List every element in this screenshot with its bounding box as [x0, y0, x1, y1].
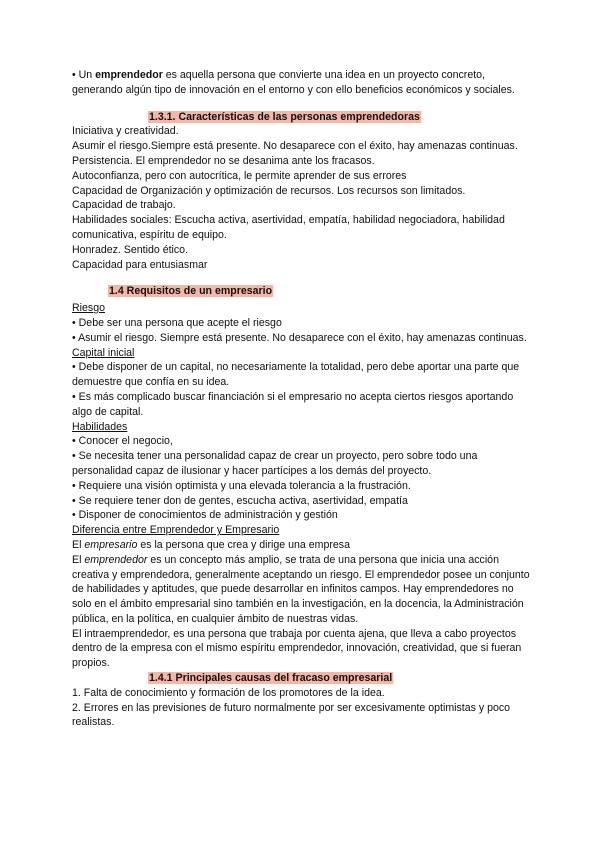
- list-item: Capacidad de trabajo.: [72, 199, 176, 212]
- list-item: Honradez. Sentido ético.: [72, 243, 189, 256]
- list-item: Asumir el riesgo.Siempre está presente. No desaparece con el éxito, hay amenazas continuas.: [72, 140, 518, 153]
- list-item: Autoconfianza, pero con autocrítica, le permite aprender de sus errores: [72, 169, 407, 182]
- paragraph-emprendedor: [72, 553, 532, 627]
- list-item: • Debe disponer de un capital, no necesariamente la totalidad, pero debe aportar una parte que demuestre que confía en su idea.: [72, 361, 520, 389]
- list-item: • Requiere una visión optimista y una elevada tolerancia a la frustración.: [72, 479, 411, 492]
- intro-paragraph: [72, 68, 532, 98]
- list-item: 2. Errores en las previsiones de futuro normalmente por ser excesivamente optimistas y poco realistas.: [72, 701, 511, 729]
- list-item: Capacidad de Organización y optimización de recursos. Los recursos son limitados.: [72, 184, 466, 197]
- term-empresario: empresario: [84, 538, 138, 551]
- list-item: • Se requiere tener don de gentes, escucha activa, asertividad, empatía: [72, 494, 408, 507]
- paragraph-empresario: [72, 538, 532, 553]
- list-item: • Conocer el negocio,: [72, 435, 173, 448]
- list-item: Habilidades sociales: Escucha activa, asertividad, empatía, habilidad negociadora, habilidad comunicativa, espíritu de equipo.: [72, 214, 505, 241]
- list-item: Capacidad para entusiasmar: [72, 258, 208, 271]
- paragraph-intraemprendedor: El intraemprendedor, es una persona que trabaja por cuenta ajena, que lleva a cabo proyectos dentro de la empresa con el mismo espíritu emprendedor, innovación, creatividad, que si fueran propios.: [72, 627, 522, 670]
- subheading-diferencia: Diferencia entre Emprendedor y Empresario: [72, 524, 280, 537]
- text-fragment: El: [72, 538, 85, 551]
- intro-bullet: • Un: [72, 69, 96, 81]
- intro-term: emprendedor: [95, 69, 163, 81]
- section-title-1-4-1: 1.4.1 Principales causas del fracaso empresarial: [149, 672, 393, 685]
- subheading-riesgo: Riesgo: [72, 302, 105, 315]
- document-page: [72, 68, 532, 730]
- list-item: • Debe ser una persona que acepte el riesgo: [72, 316, 282, 329]
- section-heading-1-4-1: [148, 671, 532, 686]
- subheading-habilidades: Habilidades: [72, 420, 128, 433]
- intro-text: es aquella persona que convierte una idea en un proyecto concreto, generando algún tipo de innovación en el entorno y con ello beneficios económicos y sociales.: [72, 69, 515, 96]
- section-title-1-4: 1.4 Requisitos de un empresario: [109, 285, 273, 298]
- text-fragment: es la persona que crea y dirige una empresa: [137, 538, 350, 551]
- list-item: Iniciativa y creatividad.: [72, 125, 179, 138]
- section-heading-1-4: [108, 284, 532, 299]
- section-heading-1-3-1: [148, 110, 532, 125]
- text-fragment: El: [72, 553, 85, 566]
- list-item: • Asumir el riesgo. Siempre está presente. No desaparece con el éxito, hay amenazas continuas.: [72, 331, 527, 344]
- list-item: • Disponer de conocimientos de administración y gestión: [72, 509, 338, 522]
- text-fragment: es un concepto más amplio, se trata de una persona que inicia una acción creativa y emprendedora, generalmente aceptando un riesgo. El emprendedor posee un conjunto de habilidades y aptitudes, que puede desarrollar en infinitos campos. Hay emprendedores no solo en el ámbito empresarial sino también en la investigación, en la docencia, la Administración pública, en la política, en cualquier ámbito de nuestras vidas.: [72, 553, 530, 625]
- list-item: • Se necesita tener una personalidad capaz de crear un proyecto, pero sobre todo una personalidad capaz de ilusionar y hacer partícipes a los demás del proyecto.: [72, 450, 478, 477]
- subheading-capital-inicial: Capital inicial: [72, 346, 135, 359]
- list-item: 1. Falta de conocimiento y formación de los promotores de la idea.: [72, 686, 385, 699]
- list-item: Persistencia. El emprendedor no se desanima ante los fracasos.: [72, 154, 375, 167]
- list-item: • Es más complicado buscar financiación si el empresario no acepta ciertos riesgos aportando algo de capital.: [72, 390, 514, 418]
- section-title-1-3-1: 1.3.1. Características de las personas emprendedoras: [149, 110, 420, 123]
- term-emprendedor: emprendedor: [84, 553, 148, 566]
